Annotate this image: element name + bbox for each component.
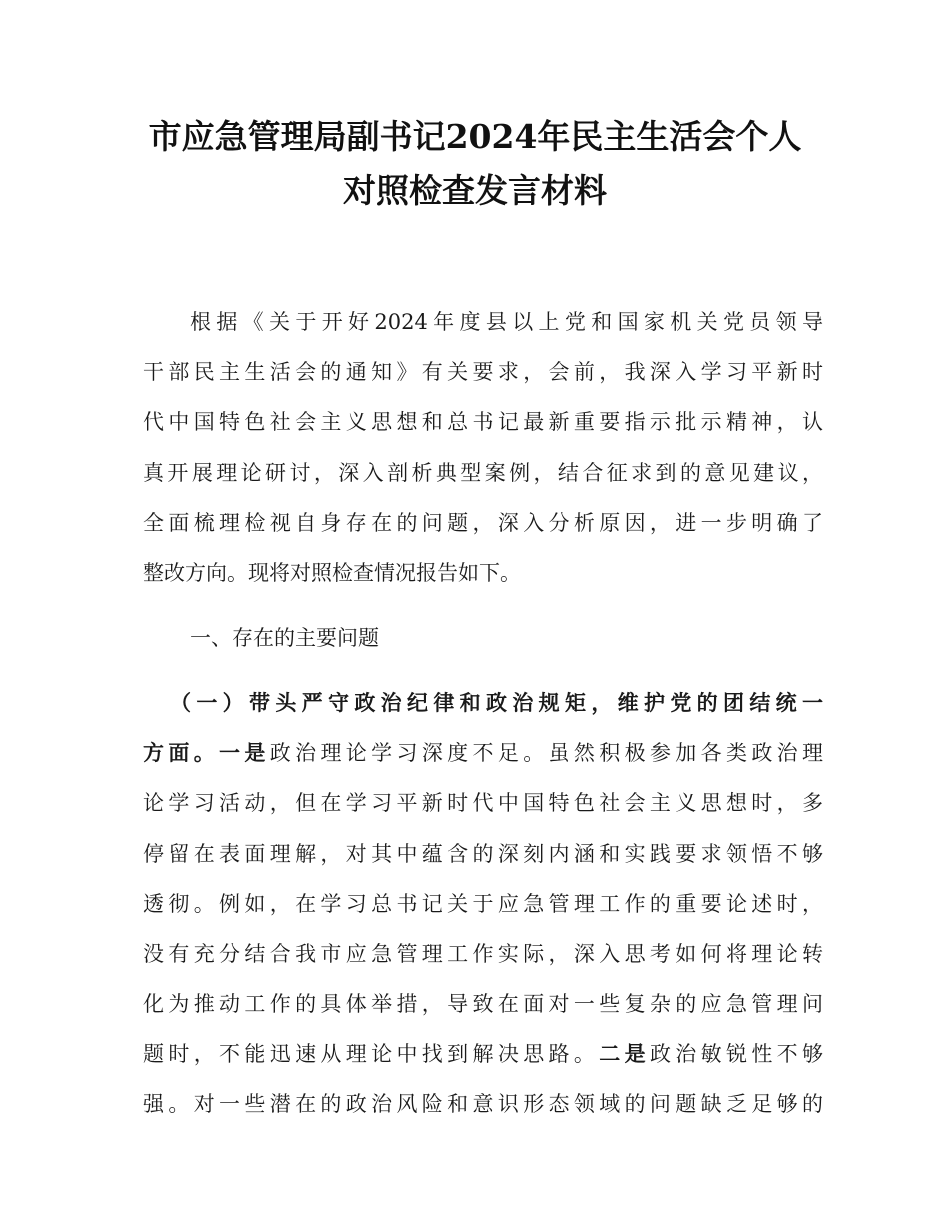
intro-paragraph-line: 干部民主生活会的通知》有关要求，会前，我深入学习平新时 <box>143 360 823 384</box>
intro-paragraph-line: 代中国特色社会主义思想和总书记最新重要指示批示精神，认 <box>143 410 823 434</box>
body-line-with-point-2 <box>143 1039 823 1069</box>
body-line: 化为推动工作的具体举措，导致在面对一些复杂的应急管理问 <box>143 992 823 1016</box>
document-title-line-1: 市应急管理局副书记2024年民主生活会个人 <box>148 117 802 156</box>
body-line: 强。对一些潜在的政治风险和意识形态领域的问题缺乏足够的 <box>143 1092 823 1116</box>
point-1-text: 政治理论学习深度不足。虽然积极参加各类政治理 <box>269 741 824 765</box>
subsection-heading: （一）带头严守政治纪律和政治规矩，维护党的团结统一 <box>170 691 823 715</box>
body-line: 停留在表面理解，对其中蕴含的深刻内涵和实践要求领悟不够 <box>143 842 823 866</box>
body-line-text: 题时，不能迅速从理论中找到解决思路。 <box>143 1042 600 1066</box>
document-title-line-2: 对照检查发言材料 <box>343 171 607 210</box>
intro-paragraph-line: 整改方向。现将对照检查情况报告如下。 <box>143 561 521 585</box>
body-line: 论学习活动，但在学习平新时代中国特色社会主义思想时，多 <box>143 791 823 815</box>
body-line: 没有充分结合我市应急管理工作实际，深入思考如何将理论转 <box>143 942 823 966</box>
point-2-text: 政治敏锐性不够 <box>649 1042 824 1066</box>
point-2-label: 二是 <box>599 1042 650 1066</box>
section-heading: 一、存在的主要问题 <box>190 626 379 650</box>
body-line-with-point-1 <box>143 738 823 768</box>
intro-paragraph-line: 全面梳理检视自身存在的问题，深入分析原因，进一步明确了 <box>143 511 823 535</box>
intro-paragraph-line: 真开展理论研讨，深入剖析典型案例，结合征求到的意见建议， <box>143 461 823 485</box>
intro-paragraph-line: 根据《关于开好2024年度县以上党和国家机关党员领导 <box>190 310 823 334</box>
point-1-label: 一是 <box>219 741 270 765</box>
subsection-heading-tail: 方面。 <box>143 741 220 765</box>
body-line: 透彻。例如，在学习总书记关于应急管理工作的重要论述时， <box>143 892 823 916</box>
